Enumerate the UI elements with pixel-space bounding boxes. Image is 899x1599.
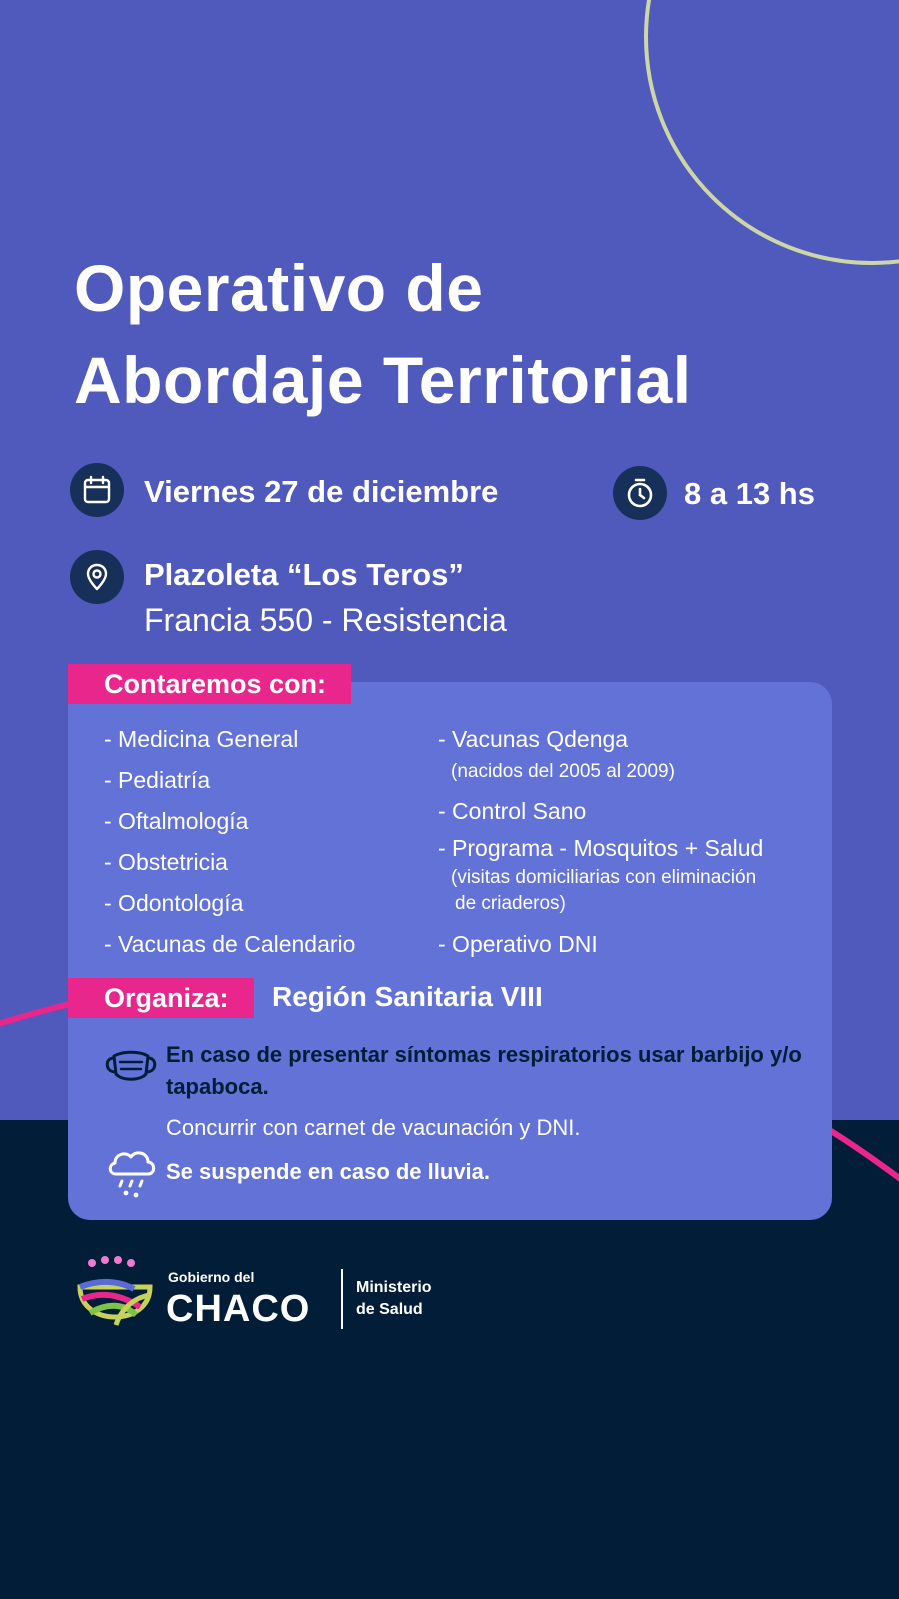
face-mask-icon — [104, 1048, 158, 1084]
calendar-badge — [70, 463, 124, 517]
service-item: - Medicina General — [104, 726, 299, 752]
service-item: - Pediatría — [104, 767, 211, 793]
rain-cloud-icon — [104, 1144, 160, 1200]
logo-divider — [341, 1269, 343, 1329]
symptoms-warning: En caso de presentar síntomas respiratorios usar barbijo y/o tapaboca. — [166, 1042, 802, 1099]
gobierno-chaco-logo — [76, 1255, 456, 1345]
service-item: - Obstetricia — [104, 849, 228, 875]
organiza-value: Región Sanitaria VIII — [272, 981, 543, 1012]
stopwatch-icon — [624, 477, 656, 509]
service-item: - Programa - Mosquitos + Salud — [438, 835, 764, 861]
location-pin-icon — [82, 562, 112, 592]
service-item: - Control Sano — [438, 798, 587, 824]
organiza-label: Organiza: — [68, 978, 254, 1018]
event-address: Francia 550 - Resistencia — [144, 602, 507, 638]
title-line-2: Abordaje Territorial — [74, 343, 692, 417]
title-line-1: Operativo de — [74, 251, 484, 325]
logo-ministerio — [356, 1277, 432, 1321]
logo-ministerio-line2: de Salud — [356, 1301, 423, 1318]
service-item: - Vacunas Qdenga — [438, 726, 629, 752]
calendar-icon — [82, 475, 112, 505]
rain-note: Se suspende en caso de lluvia. — [166, 1159, 491, 1184]
service-item: - Oftalmología — [104, 808, 249, 834]
page-title — [74, 242, 692, 426]
service-item: - Vacunas de Calendario — [104, 931, 356, 957]
chaco-emblem-icon — [76, 1255, 156, 1345]
logo-chaco: CHACO — [166, 1288, 311, 1330]
service-note: de criaderos) — [455, 893, 566, 914]
logo-ministerio-line1: Ministerio — [356, 1279, 432, 1296]
carnet-note: Concurrir con carnet de vacunación y DNI. — [166, 1115, 581, 1140]
event-date: Viernes 27 de diciembre — [144, 474, 499, 509]
service-item: - Odontología — [104, 890, 244, 916]
event-time: 8 a 13 hs — [684, 476, 815, 511]
stopwatch-badge — [613, 466, 667, 520]
service-note: (visitas domiciliarias con eliminación — [451, 867, 757, 888]
logo-gobierno-del: Gobierno del — [168, 1269, 255, 1285]
service-note: (nacidos del 2005 al 2009) — [451, 761, 675, 782]
service-item: - Operativo DNI — [438, 931, 598, 957]
services-heading: Contaremos con: — [68, 664, 351, 704]
location-badge — [70, 550, 124, 604]
event-place: Plazoleta “Los Teros” — [144, 557, 464, 592]
